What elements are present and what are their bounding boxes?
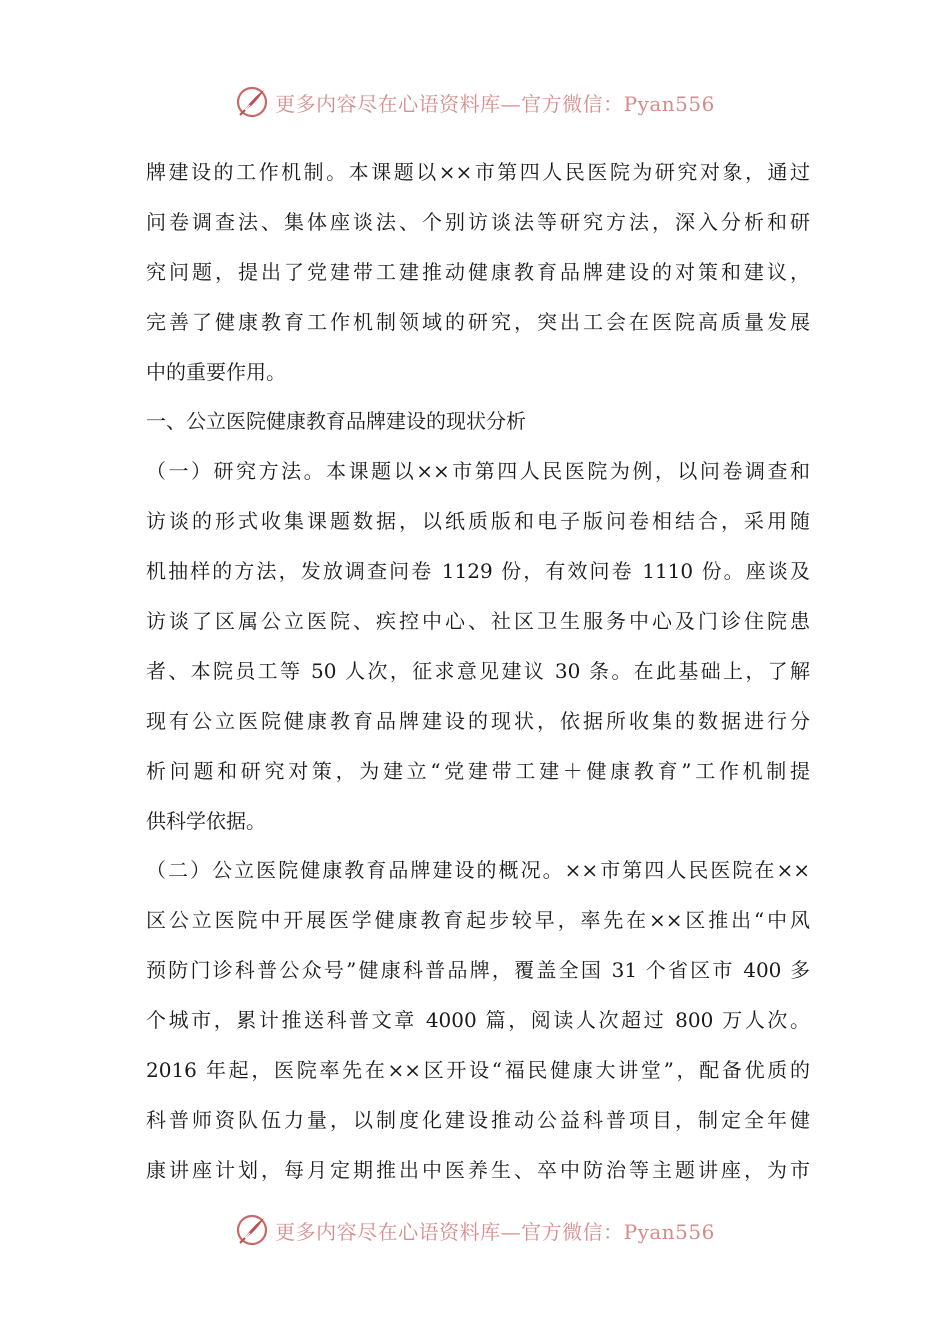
- text-line: 牌建设的工作机制。本课题以××市第四人民医院为研究对象，通过: [146, 160, 810, 184]
- text-line: 一、公立医院健康教育品牌建设的现状分析: [146, 409, 526, 434]
- text-line: （一）研究方法。本课题以××市第四人民医院为例，以问卷调查和: [146, 459, 810, 484]
- text-line: 康讲座计划，每月定期推出中医养生、卒中防治等主题讲座，为市: [146, 1157, 810, 1182]
- feather-pen-seal-icon: [235, 85, 269, 119]
- text-line: 析问题和研究对策，为建立“党建带工建＋健康教育”工作机制提: [146, 758, 810, 783]
- text-line: （二）公立医院健康教育品牌建设的概况。××市第四人民医院在××: [146, 858, 810, 883]
- text-line: 完善了健康教育工作机制领域的研究，突出工会在医院高质量发展: [146, 309, 810, 334]
- text-line: 问卷调查法、集体座谈法、个别访谈法等研究方法，深入分析和研: [146, 209, 810, 234]
- feather-pen-seal-icon: [235, 1213, 269, 1247]
- text-line: 供科学依据。: [146, 808, 266, 833]
- watermark-text: 更多内容尽在心语资料库—官方微信：Pyan556: [275, 1219, 715, 1244]
- document-body: [146, 148, 810, 1196]
- text-line: 究问题，提出了党建带工建推动健康教育品牌建设的对策和建议，: [146, 259, 810, 284]
- watermark-banner-bottom: [0, 1210, 950, 1250]
- watermark-text: 更多内容尽在心语资料库—官方微信：Pyan556: [275, 91, 715, 116]
- text-line: 区公立医院中开展医学健康教育起步较早，率先在××区推出“中风: [146, 908, 810, 933]
- text-line: 科普师资队伍力量，以制度化建设推动公益科普项目，制定全年健: [146, 1107, 810, 1132]
- text-line: 现有公立医院健康教育品牌建设的现状，依据所收集的数据进行分: [146, 708, 810, 733]
- text-line: 者、本院员工等 50 人次，征求意见建议 30 条。在此基础上，了解: [146, 658, 810, 683]
- text-line: 机抽样的方法，发放调查问卷 1129 份，有效问卷 1110 份。座谈及: [146, 559, 810, 584]
- watermark-banner-top: [0, 82, 950, 122]
- text-line: 访谈了区属公立医院、疾控中心、社区卫生服务中心及门诊住院患: [146, 609, 810, 634]
- text-line: 个城市，累计推送科普文章 4000 篇，阅读人次超过 800 万人次。: [146, 1008, 810, 1033]
- text-line: 访谈的形式收集课题数据，以纸质版和电子版问卷相结合，采用随: [146, 509, 810, 534]
- text-line: 中的重要作用。: [146, 359, 286, 384]
- text-line: 2016 年起，医院率先在××区开设“福民健康大讲堂”，配备优质的: [146, 1058, 810, 1083]
- text-line: 预防门诊科普公众号”健康科普品牌，覆盖全国 31 个省区市 400 多: [146, 958, 810, 983]
